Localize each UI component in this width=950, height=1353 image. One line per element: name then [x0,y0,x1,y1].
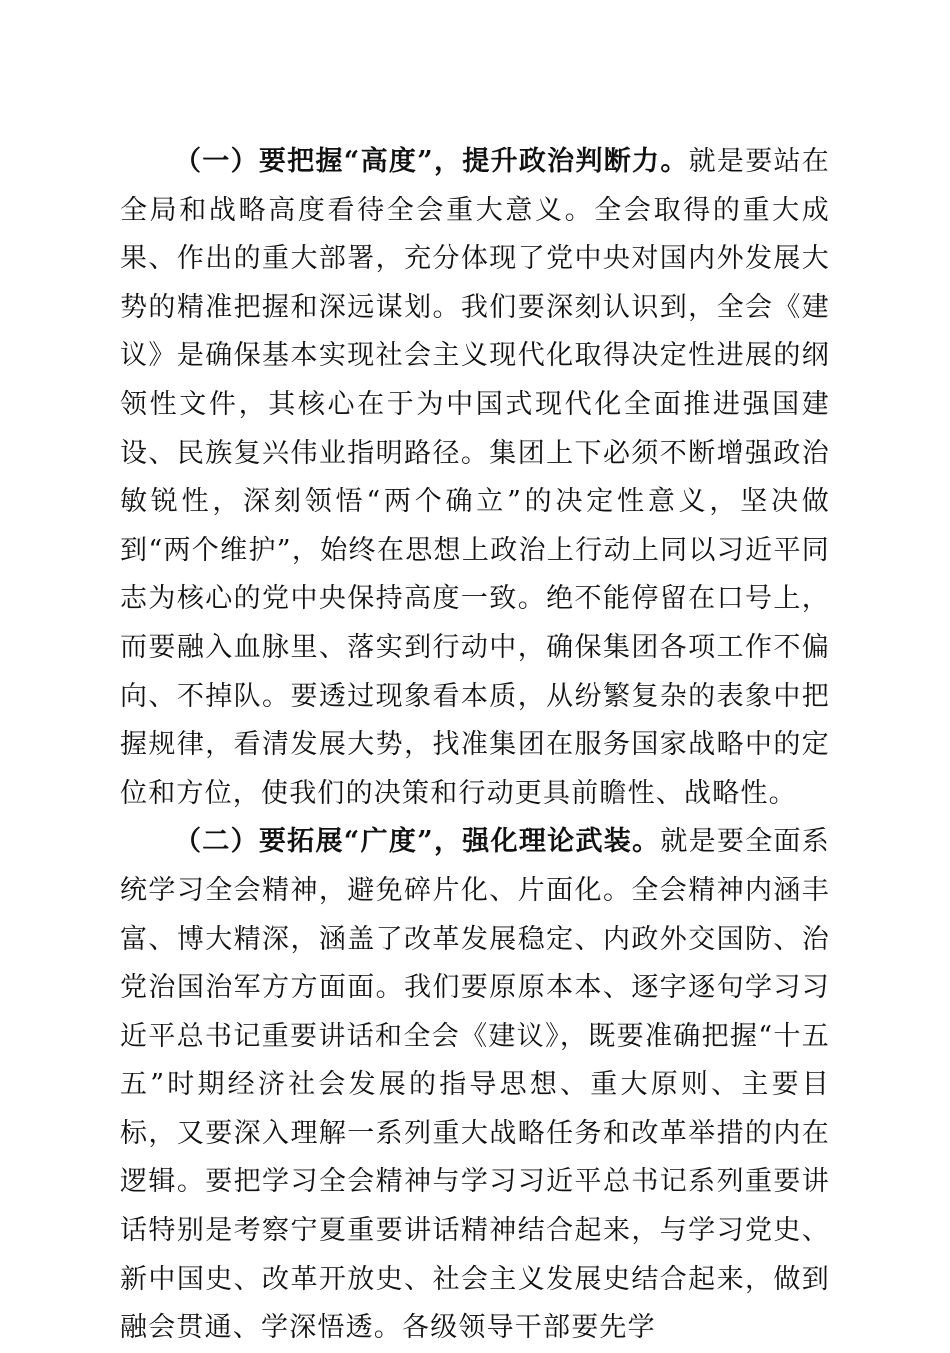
paragraph-2-body: 就是要全面系统学习全会精神，避免碎片化、片面化。全会精神内涵丰富、博大精深，涵盖了改革发展稳定、内政外交国防、治党治国治军方方面面。我们要原原本本、逐字逐句学习习近平总书记重要讲话和全会《建议》，既要准确把握“十五五”时期经济社会发展的指导思想、重大原则、主要目标，又要深入理解一系列重大战略任务和改革举措的内在逻辑。要把学习全会精神与学习习近平总书记系列重要讲话特别是考察宁夏重要讲话精神结合起来，与学习党史、新中国史、改革开放史、社会主义发展史结合起来，做到融会贯通、学深悟透。各级领导干部要先学 [120,826,830,1344]
paragraph-2-heading: （二）要拓展“广度”，强化理论武装。 [174,826,661,858]
paragraph-1 [120,138,830,818]
paragraph-1-body: 就是要站在全局和战略高度看待全会重大意义。全会取得的重大成果、作出的重大部署，充分体现了党中央对国内外发展大势的精准把握和深远谋划。我们要深刻认识到，全会《建议》是确保基本实现社会主义现代化取得决定性进展的纲领性文件，其核心在于为中国式现代化全面推进强国建设、民族复兴伟业指明路径。集团上下必须不断增强政治敏锐性，深刻领悟“两个确立”的决定性意义，坚决做到“两个维护”，始终在思想上政治上行动上同以习近平同志为核心的党中央保持高度一致。绝不能停留在口号上，而要融入血脉里、落实到行动中，确保集团各项工作不偏向、不掉队。要透过现象看本质，从纷繁复杂的表象中把握规律，看清发展大势，找准集团在服务国家战略中的定位和方位，使我们的决策和行动更具前瞻性、战略性。 [120,146,830,809]
paragraph-2 [120,818,830,1353]
document-body [120,138,830,1353]
paragraph-1-heading: （一）要把握“高度”，提升政治判断力。 [174,146,689,177]
